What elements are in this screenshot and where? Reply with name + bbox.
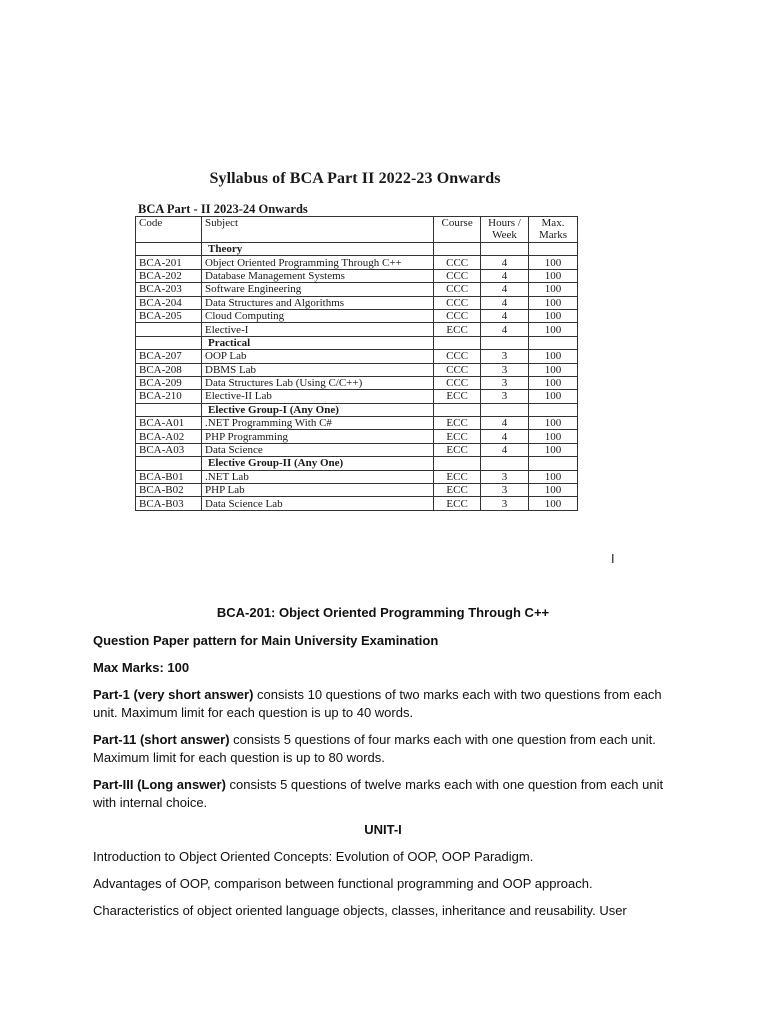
max-marks-value: 100: [528, 309, 577, 322]
part-1-label: Part-1 (very short answer): [93, 687, 254, 702]
section-hours-cell: [481, 403, 529, 416]
subject-name: PHP Programming: [202, 430, 434, 443]
hours-per-week: 3: [481, 350, 529, 363]
subject-name: Data Science: [202, 443, 434, 456]
unit-paragraph-2: Advantages of OOP, comparison between functional programming and OOP approach.: [93, 876, 593, 891]
section-row: [136, 457, 578, 470]
subject-code: BCA-A02: [136, 430, 202, 443]
part-1-text: consists 10 questions of two marks each with two questions from each unit. Maximum limit for each question is up to 40 words.: [93, 687, 662, 720]
header-marks-line2: Marks: [538, 229, 568, 241]
course-type: CCC: [434, 296, 481, 309]
subject-code: BCA-208: [136, 363, 202, 376]
header-hours-line1: Hours /: [488, 217, 521, 229]
syllabus-scan: [130, 170, 580, 511]
course-type: ECC: [434, 443, 481, 456]
hours-per-week: 4: [481, 417, 529, 430]
table-header-row: [136, 217, 578, 243]
hours-per-week: 4: [481, 443, 529, 456]
hours-per-week: 3: [481, 363, 529, 376]
hours-per-week: 3: [481, 390, 529, 403]
header-code: Code: [136, 217, 202, 243]
part-1-paragraph: [93, 686, 673, 722]
course-type: ECC: [434, 497, 481, 510]
course-type: ECC: [434, 430, 481, 443]
table-row: [136, 470, 578, 483]
part-3-text: consists 5 questions of twelve marks each with one question from each unit with internal choice.: [93, 777, 664, 810]
subject-code: BCA-202: [136, 269, 202, 282]
subject-name: OOP Lab: [202, 350, 434, 363]
subject-code: [136, 323, 202, 336]
subject-name: Elective-I: [202, 323, 434, 336]
table-row: [136, 296, 578, 309]
max-marks-value: 100: [528, 296, 577, 309]
table-row: [136, 443, 578, 456]
section-marks-cell: [528, 403, 577, 416]
hours-per-week: 4: [481, 323, 529, 336]
subject-name: Cloud Computing: [202, 309, 434, 322]
course-type: CCC: [434, 309, 481, 322]
subject-code: BCA-B03: [136, 497, 202, 510]
table-row: [136, 390, 578, 403]
section-marks-cell: [528, 336, 577, 349]
part-2-text: consists 5 questions of four marks each with one question from each unit. Maximum limit for each question is up to 80 words.: [93, 732, 656, 765]
subject-name: Object Oriented Programming Through C++: [202, 256, 434, 269]
table-subtitle: BCA Part - II 2023-24 Onwards: [138, 202, 308, 216]
unit-heading: UNIT-I: [364, 822, 402, 837]
subject-name: Data Structures Lab (Using C/C++): [202, 376, 434, 389]
part-3-label: Part-III (Long answer): [93, 777, 226, 792]
subject-code: BCA-210: [136, 390, 202, 403]
subject-code: BCA-B02: [136, 484, 202, 497]
subject-name: .NET Lab: [202, 470, 434, 483]
subject-code: BCA-204: [136, 296, 202, 309]
max-marks-value: 100: [528, 497, 577, 510]
unit-paragraph-1: Introduction to Object Oriented Concepts: Evolution of OOP, OOP Paradigm.: [93, 849, 534, 864]
part-3-paragraph: [93, 776, 673, 812]
section-course-cell: [434, 457, 481, 470]
hours-per-week: 3: [481, 497, 529, 510]
section-marks-cell: [528, 243, 577, 256]
max-marks-value: 100: [528, 443, 577, 456]
section-code-cell: [136, 457, 202, 470]
subject-name: Data Science Lab: [202, 497, 434, 510]
course-type: CCC: [434, 269, 481, 282]
max-marks-value: 100: [528, 363, 577, 376]
subject-code: BCA-201: [136, 256, 202, 269]
course-type: ECC: [434, 417, 481, 430]
section-row: [136, 243, 578, 256]
section-code-cell: [136, 336, 202, 349]
header-subject: Subject: [202, 217, 434, 243]
table-row: [136, 363, 578, 376]
table-row: [136, 376, 578, 389]
unit-paragraph-3: Characteristics of object oriented language objects, classes, inheritance and reusability. User: [93, 903, 627, 918]
section-row: [136, 403, 578, 416]
syllabus-title: Syllabus of BCA Part II 2022-23 Onwards: [209, 170, 501, 187]
max-marks-value: 100: [528, 323, 577, 336]
subject-code: BCA-205: [136, 309, 202, 322]
subject-code: BCA-209: [136, 376, 202, 389]
max-marks-value: 100: [528, 470, 577, 483]
section-row: [136, 336, 578, 349]
section-label: Elective Group-II (Any One): [202, 457, 434, 470]
course-type: CCC: [434, 350, 481, 363]
table-row: [136, 283, 578, 296]
hours-per-week: 3: [481, 470, 529, 483]
section-code-cell: [136, 243, 202, 256]
max-marks: Max Marks: 100: [93, 660, 190, 675]
part-2-paragraph: [93, 731, 673, 767]
table-row: [136, 350, 578, 363]
section-label: Elective Group-I (Any One): [202, 403, 434, 416]
hours-per-week: 3: [481, 484, 529, 497]
subject-name: Elective-II Lab: [202, 390, 434, 403]
hours-per-week: 4: [481, 309, 529, 322]
header-course: Course: [434, 217, 481, 243]
course-type: CCC: [434, 256, 481, 269]
pattern-heading: Question Paper pattern for Main University Examination: [93, 633, 439, 648]
table-row: [136, 269, 578, 282]
max-marks-value: 100: [528, 283, 577, 296]
max-marks-value: 100: [528, 269, 577, 282]
part-2-label: Part-11 (short answer): [93, 732, 230, 747]
section-course-cell: [434, 243, 481, 256]
subject-code: BCA-A03: [136, 443, 202, 456]
max-marks-value: 100: [528, 376, 577, 389]
hours-per-week: 4: [481, 269, 529, 282]
course-details: [93, 604, 673, 920]
hours-per-week: 4: [481, 283, 529, 296]
max-marks-value: 100: [528, 484, 577, 497]
max-marks-value: 100: [528, 417, 577, 430]
hours-per-week: 4: [481, 256, 529, 269]
header-marks-line1: Max.: [541, 217, 565, 229]
subject-name: .NET Programming With C#: [202, 417, 434, 430]
section-course-cell: [434, 336, 481, 349]
table-row: [136, 256, 578, 269]
max-marks-value: 100: [528, 390, 577, 403]
stray-mark: I: [611, 551, 615, 566]
subject-name: PHP Lab: [202, 484, 434, 497]
table-row: [136, 323, 578, 336]
subject-code: BCA-A01: [136, 417, 202, 430]
syllabus-table: [135, 216, 578, 511]
header-hours: [481, 217, 529, 243]
section-hours-cell: [481, 457, 529, 470]
table-row: [136, 417, 578, 430]
course-title: BCA-201: Object Oriented Programming Through C++: [216, 605, 550, 620]
subject-code: BCA-203: [136, 283, 202, 296]
hours-per-week: 4: [481, 296, 529, 309]
subject-code: BCA-207: [136, 350, 202, 363]
course-type: ECC: [434, 323, 481, 336]
course-type: ECC: [434, 470, 481, 483]
section-marks-cell: [528, 457, 577, 470]
course-type: ECC: [434, 390, 481, 403]
course-type: ECC: [434, 484, 481, 497]
subject-name: Database Management Systems: [202, 269, 434, 282]
header-hours-line2: Week: [492, 229, 517, 241]
course-type: CCC: [434, 376, 481, 389]
course-type: CCC: [434, 283, 481, 296]
hours-per-week: 4: [481, 430, 529, 443]
header-marks: [528, 217, 577, 243]
subject-name: DBMS Lab: [202, 363, 434, 376]
section-hours-cell: [481, 336, 529, 349]
subject-name: Software Engineering: [202, 283, 434, 296]
max-marks-value: 100: [528, 430, 577, 443]
table-row: [136, 430, 578, 443]
subject-code: BCA-B01: [136, 470, 202, 483]
subject-name: Data Structures and Algorithms: [202, 296, 434, 309]
table-row: [136, 484, 578, 497]
section-course-cell: [434, 403, 481, 416]
section-code-cell: [136, 403, 202, 416]
section-label: Theory: [202, 243, 434, 256]
table-row: [136, 309, 578, 322]
max-marks-value: 100: [528, 350, 577, 363]
course-type: CCC: [434, 363, 481, 376]
section-label: Practical: [202, 336, 434, 349]
hours-per-week: 3: [481, 376, 529, 389]
max-marks-value: 100: [528, 256, 577, 269]
table-row: [136, 497, 578, 510]
section-hours-cell: [481, 243, 529, 256]
